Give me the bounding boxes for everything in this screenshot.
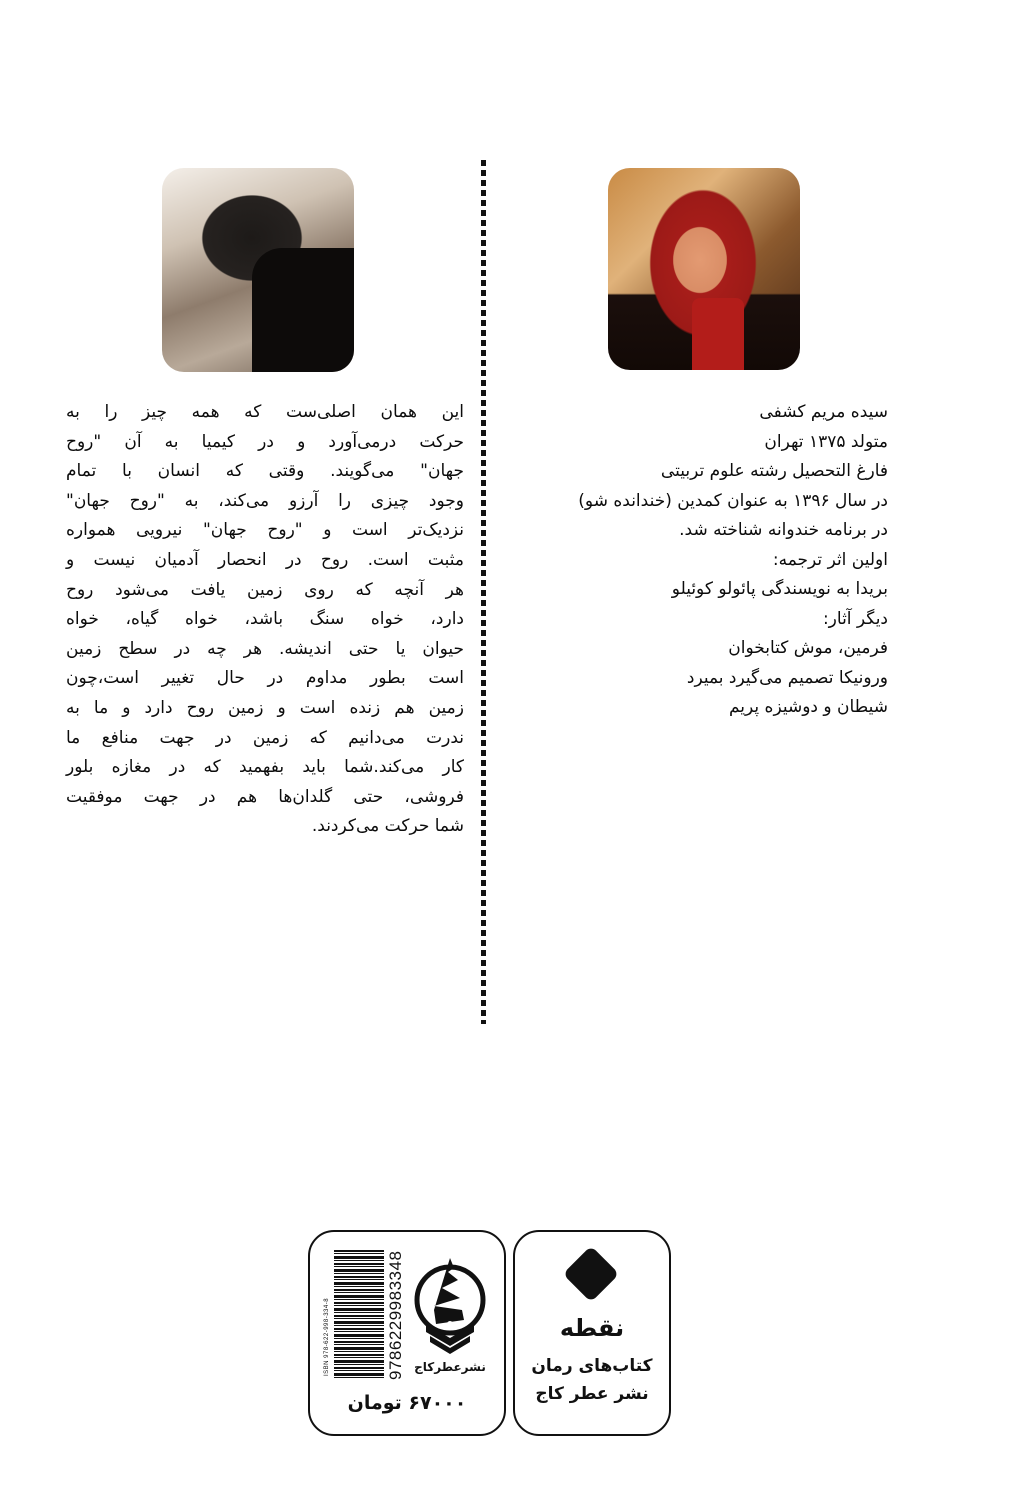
- excerpt-line: وجود چیزی را آرزو می‌کند، به "روح جهان": [66, 490, 464, 511]
- bio-line-other-works-label: دیگر آثار:: [822, 608, 888, 629]
- bio-line-work-1: فرمین، موش کتابخوان: [728, 638, 888, 658]
- price-barcode-badge: [308, 1230, 506, 1436]
- bio-line-education: فارغ التحصیل رشته علوم تربیتی: [660, 461, 888, 481]
- bio-line-career: در سال ۱۳۹۶ به عنوان کمدین (خندانده شو): [578, 490, 888, 511]
- excerpt-line: نزدیک‌تر است و "روح جهان" نیرویی همواره: [66, 520, 464, 541]
- excerpt-line: دارد، خواه سنگ باشد، خواه گیاه، خواه: [66, 609, 464, 630]
- bio-line-first-work: بریدا به نویسندگی پائولو کوئیلو: [671, 579, 888, 599]
- barcode-number: 9786229983348: [386, 1250, 405, 1380]
- publisher-logo-caption: نشرعطرکاج: [414, 1360, 486, 1374]
- excerpt-line: مثبت است. روح در انحصار آدمیان نیست و: [66, 549, 464, 570]
- excerpt-line: هر آنچه که روی زمین یافت می‌شود روح: [66, 579, 464, 600]
- publisher-badge: [513, 1230, 671, 1436]
- bio-line-birth: متولد ۱۳۷۵ تهران: [764, 431, 888, 452]
- translator-bio: [468, 398, 888, 723]
- series-label: کتاب‌های رمان: [531, 1356, 653, 1376]
- silhouette-shape: [252, 248, 354, 372]
- excerpt-line: زمین هم زنده است و زمین روح دارد و ما به: [66, 697, 464, 718]
- excerpt-line: ندرت می‌دانیم که زمین در جهت منافع ما: [66, 727, 464, 748]
- excerpt-line: است بطور مداوم در حال تغییر است،چون: [66, 668, 464, 689]
- barcode: [334, 1250, 384, 1378]
- publisher-logo-icon: [414, 1254, 486, 1358]
- diamond-icon: [563, 1246, 620, 1303]
- excerpt-line: حیوان یا حتی اندیشه. هر چه در سطح زمین: [66, 638, 464, 659]
- publisher-series-name: نقطه: [559, 1314, 625, 1342]
- isbn-label: ISBN 978-622-998-334-8: [324, 1297, 330, 1376]
- bio-line-work-2: ورونیکا تصمیم می‌گیرد بمیرد: [686, 667, 888, 688]
- excerpt-line: جهان" می‌گویند. وقتی که انسان با تمام: [66, 461, 464, 482]
- book-excerpt: [66, 398, 464, 842]
- translator-photo: [608, 168, 800, 370]
- author-photo: [162, 168, 354, 372]
- scarf-shape: [692, 298, 744, 370]
- excerpt-line: فروشی، حتی گلدان‌ها هم در جهت موفقیت: [66, 786, 464, 807]
- publisher-name: نشر عطر کاج: [535, 1384, 649, 1404]
- excerpt-line: این همان اصلی‌ست که همه چیز را به: [66, 402, 464, 422]
- excerpt-line: کار می‌کند.شما باید بفهمید که در مغازه بلور: [66, 757, 464, 778]
- price-label: ۶۷۰۰۰ تومان: [347, 1392, 467, 1414]
- bio-line-first-work-label: اولین اثر ترجمه:: [772, 549, 888, 570]
- excerpt-line: حرکت درمی‌آورد و در کیمیا به آن "روح: [66, 431, 464, 452]
- excerpt-line: شما حرکت می‌کردند.: [311, 816, 464, 837]
- bio-line-name: سیده مریم کشفی: [759, 402, 888, 422]
- bio-line-career-cont: در برنامه خندوانه شناخته شد.: [679, 520, 888, 540]
- bio-line-work-3: شیطان و دوشیزه پریم: [728, 697, 888, 717]
